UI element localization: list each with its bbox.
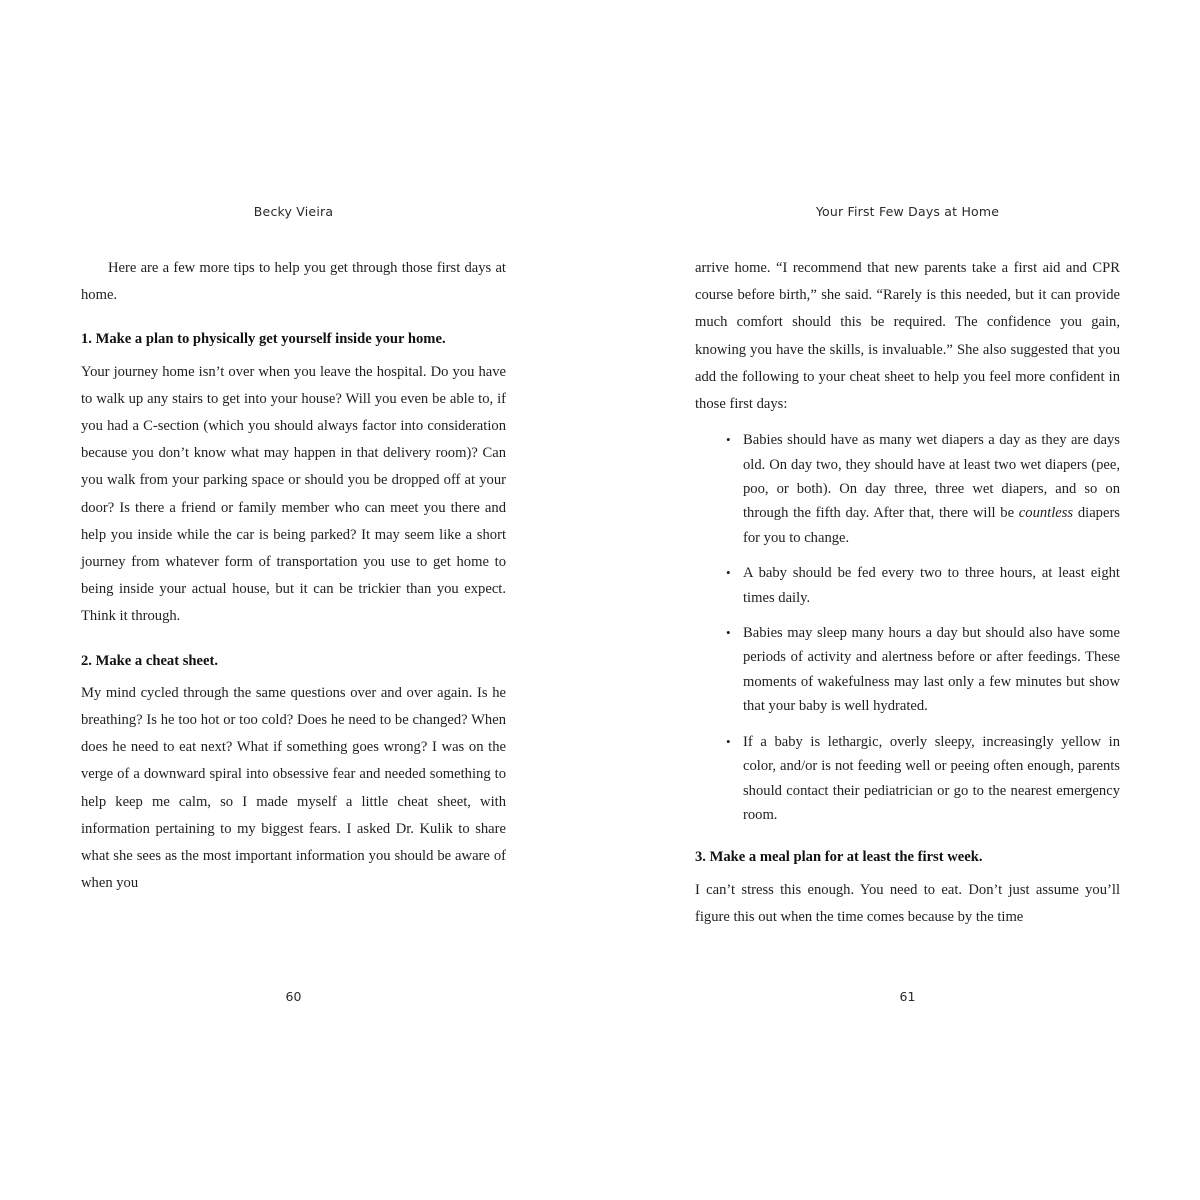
running-head-author: Becky Vieira [253,204,334,219]
section-3-paragraph: I can’t stress this enough. You need to eat. Don’t just assume you’ll figure this out when the time comes because by the time [695,881,1120,925]
intro-paragraph: Here are a few more tips to help you get through those first days at home. [81,260,506,304]
page-number-right: 61 [899,989,916,1004]
section-heading-1: 1. Make a plan to physically get yourself inside your home. [81,331,446,348]
left-page-body [81,255,506,897]
list-item: • A baby should be fed every two to three hours, at least eight times daily. [743,561,1120,610]
emphasis-text: countless [1018,505,1074,522]
section-heading-3: 3. Make a meal plan for at least the first week. [695,849,983,866]
list-item-text: diapers for you to change. [743,505,1120,546]
list-item: • If a baby is lethargic, overly sleepy, increasingly yellow in color, and/or is not feeding well or peeing often enough, parents should contact their pediatrician or go to the nearest emergency room. [743,730,1120,828]
continuation-paragraph: arrive home. “I recommend that new parents take a first aid and CPR course before birth,” she said. “Rarely is this needed, but it can provide much comfort should this be required. The confidence you gain, knowing you have the skills, is invaluable.” She also suggested that you add the following to your cheat sheet to help you feel more confident in those first days: [695,260,1120,413]
list-item [743,428,1120,550]
right-page-body [695,255,1120,931]
list-item-text: Babies should have as many wet diapers a day as they are days old. On day two, they should have at least two wet diapers (pee, poo, or both). On day three, three wet diapers, and so on through the fifth day. After that, there will be [743,432,1120,522]
section-heading-2: 2. Make a cheat sheet. [81,652,218,669]
list-item: • Babies may sleep many hours a day but should also have some periods of activity and alertness before or after feedings. These moments of wakefulness may last only a few minutes but show that your baby is well hydrated. [743,621,1120,719]
section-1-paragraph: Your journey home isn’t over when you leave the hospital. Do you have to walk up any stairs to get into your house? Will you even be able to, if you had a C-section (which you should always factor into consideration because you don’t know what may happen in that delivery room)? Can you walk from your parking space or should you be dropped off at your door? Is there a friend or family member who can meet you there and help you inside while the car is being parked? It may seem like a short journey from whatever form of transportation you use to get home to being inside your actual house, but it can be trickier than you expect. Think it through. [81,363,506,625]
section-2-paragraph: My mind cycled through the same questions over and over again. Is he breathing? Is he too hot or too cold? Does he need to be changed? When does he need to eat next? What if something goes wrong? I was on the verge of a downward spiral into obsessive fear and needed something to help keep me calm, so I made myself a little cheat sheet, with information pertaining to my biggest fears. I asked Dr. Kulik to share what she sees as the most important information you should be aware of when you [81,684,506,892]
cheat-sheet-list [695,428,1120,827]
page-number-left: 60 [285,989,302,1004]
running-head-chapter: Your First Few Days at Home [815,204,1000,219]
